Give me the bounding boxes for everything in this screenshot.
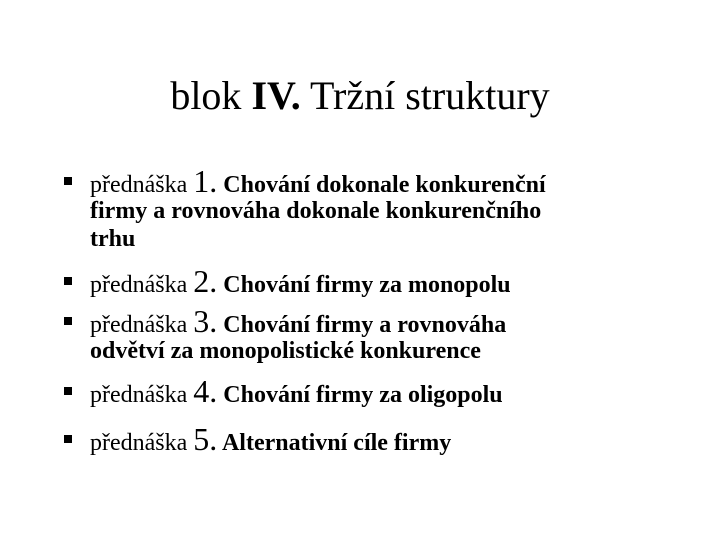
item-number: 4.	[193, 373, 218, 409]
item-number: 3.	[193, 303, 218, 339]
list-item	[62, 165, 662, 253]
item-continuation: firmy a rovnováha dokonale konkurenčního	[90, 198, 542, 224]
item-text: Chování firmy a rovnováha	[217, 312, 507, 338]
square-bullet-icon	[64, 277, 72, 285]
item-number: 1.	[193, 163, 218, 199]
item-number: 5.	[193, 421, 218, 457]
item-text: Alternativní cíle firmy	[217, 430, 452, 456]
list-item	[62, 265, 662, 297]
list-item	[62, 375, 662, 407]
item-prefix: přednáška	[90, 312, 194, 338]
item-prefix: přednáška	[90, 430, 194, 456]
item-text: Chování firmy za oligopolu	[217, 382, 503, 408]
list-item	[62, 423, 662, 455]
item-prefix: přednáška	[90, 382, 194, 408]
item-text: Chování dokonale konkurenční	[217, 172, 546, 198]
item-continuation: odvětví za monopolistické konkurence	[90, 338, 481, 364]
item-prefix: přednáška	[90, 272, 194, 298]
title-roman-numeral: IV.	[251, 73, 301, 118]
slide-title	[0, 72, 720, 120]
square-bullet-icon	[64, 435, 72, 443]
title-rest: Tržní struktury	[300, 73, 550, 118]
item-number: 2.	[193, 263, 218, 299]
title-prefix: blok	[170, 73, 252, 118]
square-bullet-icon	[64, 387, 72, 395]
item-continuation: trhu	[90, 226, 136, 252]
item-text: Chování firmy za monopolu	[217, 272, 511, 298]
square-bullet-icon	[64, 317, 72, 325]
square-bullet-icon	[64, 177, 72, 185]
list-item	[62, 305, 662, 365]
item-prefix: přednáška	[90, 172, 194, 198]
lecture-list	[62, 165, 662, 455]
